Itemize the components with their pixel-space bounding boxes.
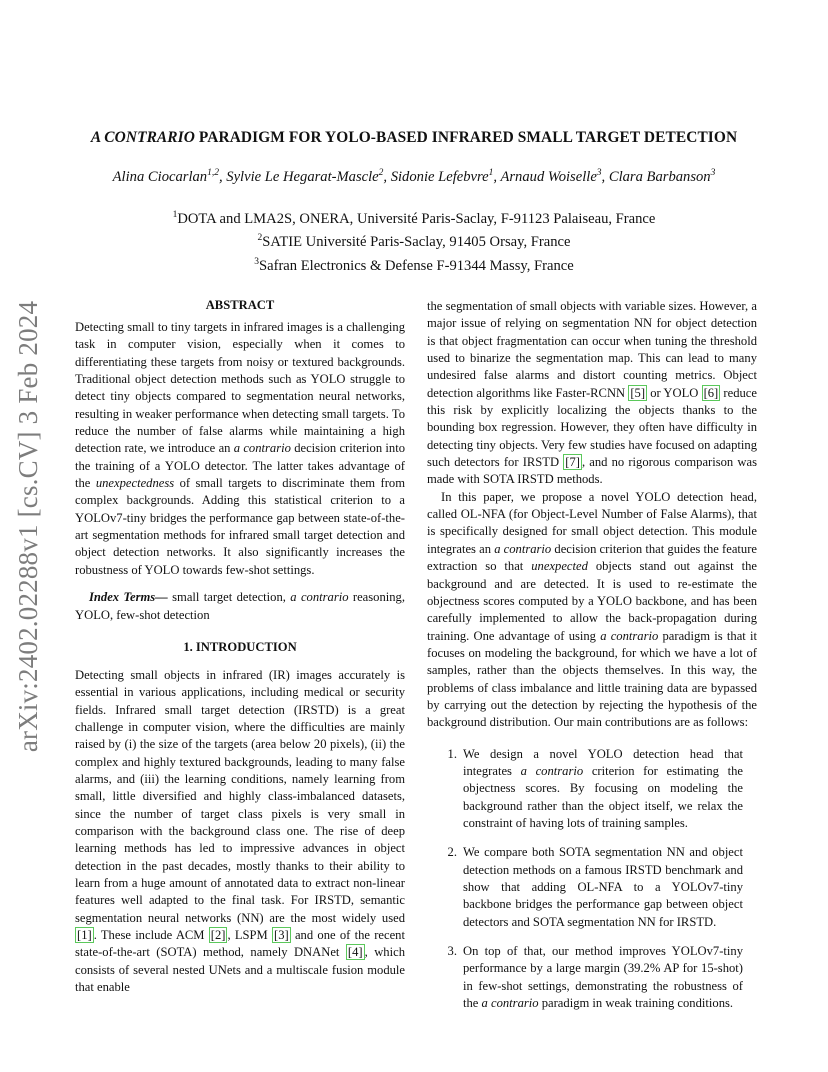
list-item: 2. We compare both SOTA segmentation NN and object detection methods on a famous IRSTD benchmark and show that adding OL-NFA to a YOLOv7-tiny backbone bridges the performance gap between object detectors and SOTA segmentation NN for IRSTD. xyxy=(447,845,743,929)
introduction-heading: 1. INTRODUCTION xyxy=(183,639,297,654)
citation-link[interactable]: [3] xyxy=(274,928,289,942)
index-terms: Index Terms— small target detection, a contrario reasoning, YOLO, few-shot detection xyxy=(75,590,406,622)
list-item: 1. We design a novel YOLO detection head that integrates a contrario criterion for estimating the objectness scores. By focusing on modeling the background rather than the object itself, we relax the constraint of having lots of training samples. xyxy=(447,746,744,830)
intro-continued-text: the segmentation of small objects with variable sizes. However, a major issue of relying on segmentation NN for object detection is that object fragmentation can occur when tuning the threshold used to binarize the segmentation map. This can lead to many undesired false alarms and distort counting metrics. Object detection algorithms like Faster-RCNN [5] or YOLO [6] reduce this risk by explicitly localizing the objects thanks to the bounding box regression. However, they often have difficulty in detecting tiny objects. Very few studies have focused on adapting such detectors for IRSTD [7] , and no rigorous comparison was made with SOTA IRSTD methods. xyxy=(427,299,757,487)
affiliation-line: $^2$SATIE Université Paris-Saclay, 91405 Orsay, France xyxy=(257,233,571,251)
author: Alina Ciocarlan$^{1,2}$, xyxy=(112,168,227,185)
citation-link[interactable]: [7] xyxy=(565,455,580,470)
introduction-text: Detecting small objects in infrared (IR) images accurately is essential in various applications, including medical or security fields. Infrared small target detection (IRSTD) is a great challenge in computer vision, where the difficulties are mainly raised by (i) the size of the targets (area below 20 pixels), (ii) the complex and highly textured backgrounds, leading to many false alarms, and (iii) the learning conditions, namely learning from small, little diversified and highly class-imbalanced datasets, since the number of target class pixels is very small in comparison with the background class one. The rise of deep learning methods has led to impressive advances in object detection in the past decades, mostly thanks to their ability to learn from a huge amount of annotated data to extract non-linear features well adapted to the final task. For IRSTD, semantic segmentation neural networks (NN) are the most widely used [1] . These include ACM [2] , LSPM [3] and one of the recent state-of-the-art (SOTA) method, namely DNANet [4] , which consists of several nested UNets and a multiscale fusion module that enable xyxy=(75,667,405,995)
arxiv-watermark xyxy=(6,296,52,756)
author: Clara Barbanson$^3$ xyxy=(608,168,716,185)
list-item: 3. On top of that, our method improves YOLOv7-tiny performance by a large margin (39.2% AP for 15-shot) in few-shot settings, demonstrating the robustness of the a contrario paradigm in weak training conditions. xyxy=(447,944,743,1011)
right-column xyxy=(427,298,757,1024)
author: Sidonie Lefebvre$^1$, xyxy=(390,168,501,185)
arxiv-identifier: arXiv:2402.02288v1 [cs.CV] 3 Feb 2024 xyxy=(13,300,44,752)
contributions-list xyxy=(427,746,757,1013)
affiliation-line: $^1$DOTA and LMA2S, ONERA, Université Paris-Saclay, F-91123 Palaiseau, France xyxy=(172,210,656,227)
citation-link[interactable]: [1] xyxy=(77,928,92,942)
citation-link[interactable]: [5] xyxy=(630,385,646,400)
affiliations xyxy=(100,206,728,276)
proposal-paragraph: In this paper, we propose a novel YOLO detection head, called OL-NFA (for Object-Level Number of False Alarms), that is specifically designed for small object detection. This module integrates an a contrario decision criterion that guides the feature extraction so that unexpected objects stand out against the background and are detected. It is used to re-estimate the objectness scores computed by a YOLO backbone, and has been carefully implemented to allow the back-propagation during training. One advantage of using a contrario paradigm is that it focuses on modeling the background, for which we have a lot of samples, rather than the objects themselves. In this way, the problems of class imbalance and little training data are bypassed by carrying out the detection by rejecting the hypothesis of the background distribution. Our main contributions are as follows: xyxy=(427,489,757,730)
affiliation-line: $^3$Safran Electronics & Defense F-91344 Massy, France xyxy=(254,256,574,274)
abstract-heading: ABSTRACT xyxy=(205,298,275,312)
abstract-text: Detecting small to tiny targets in infrared images is a challenging task in computer vision, especially when it comes to differentiating these targets from noisy or textured backgrounds. Traditional object detection methods such as YOLO struggle to detect tiny objects compared to segmentation neural networks, resulting in weaker performance when detecting small targets. To reduce the number of false alarms while maintaining a high detection rate, we introduce an a contrario decision criterion into the training of a YOLO detector. The latter takes advantage of the unexpectedness of small targets to discriminate them from complex backgrounds. Adding this statistical criterion to a YOLOv7-tiny bridges the performance gap between state-of-the-art segmentation methods for infrared small target detection and object detection networks. It also significantly increases the robustness of YOLO towards few-shot settings. xyxy=(75,320,405,577)
author-list xyxy=(60,168,768,186)
citation-link[interactable]: [2] xyxy=(210,928,226,942)
paper-title xyxy=(60,129,768,147)
author: Arnaud Woiselle$^3$, xyxy=(500,168,609,185)
author: Sylvie Le Hegarat-Mascle$^2$, xyxy=(226,168,391,185)
title-italic: A CONTRARIO xyxy=(90,129,195,146)
citation-link[interactable]: [4] xyxy=(347,945,363,960)
left-column xyxy=(75,298,405,996)
title-rest: PARADIGM FOR YOLO-BASED INFRARED SMALL TARGET DETECTION xyxy=(194,129,738,146)
citation-link[interactable]: [6] xyxy=(703,385,719,400)
